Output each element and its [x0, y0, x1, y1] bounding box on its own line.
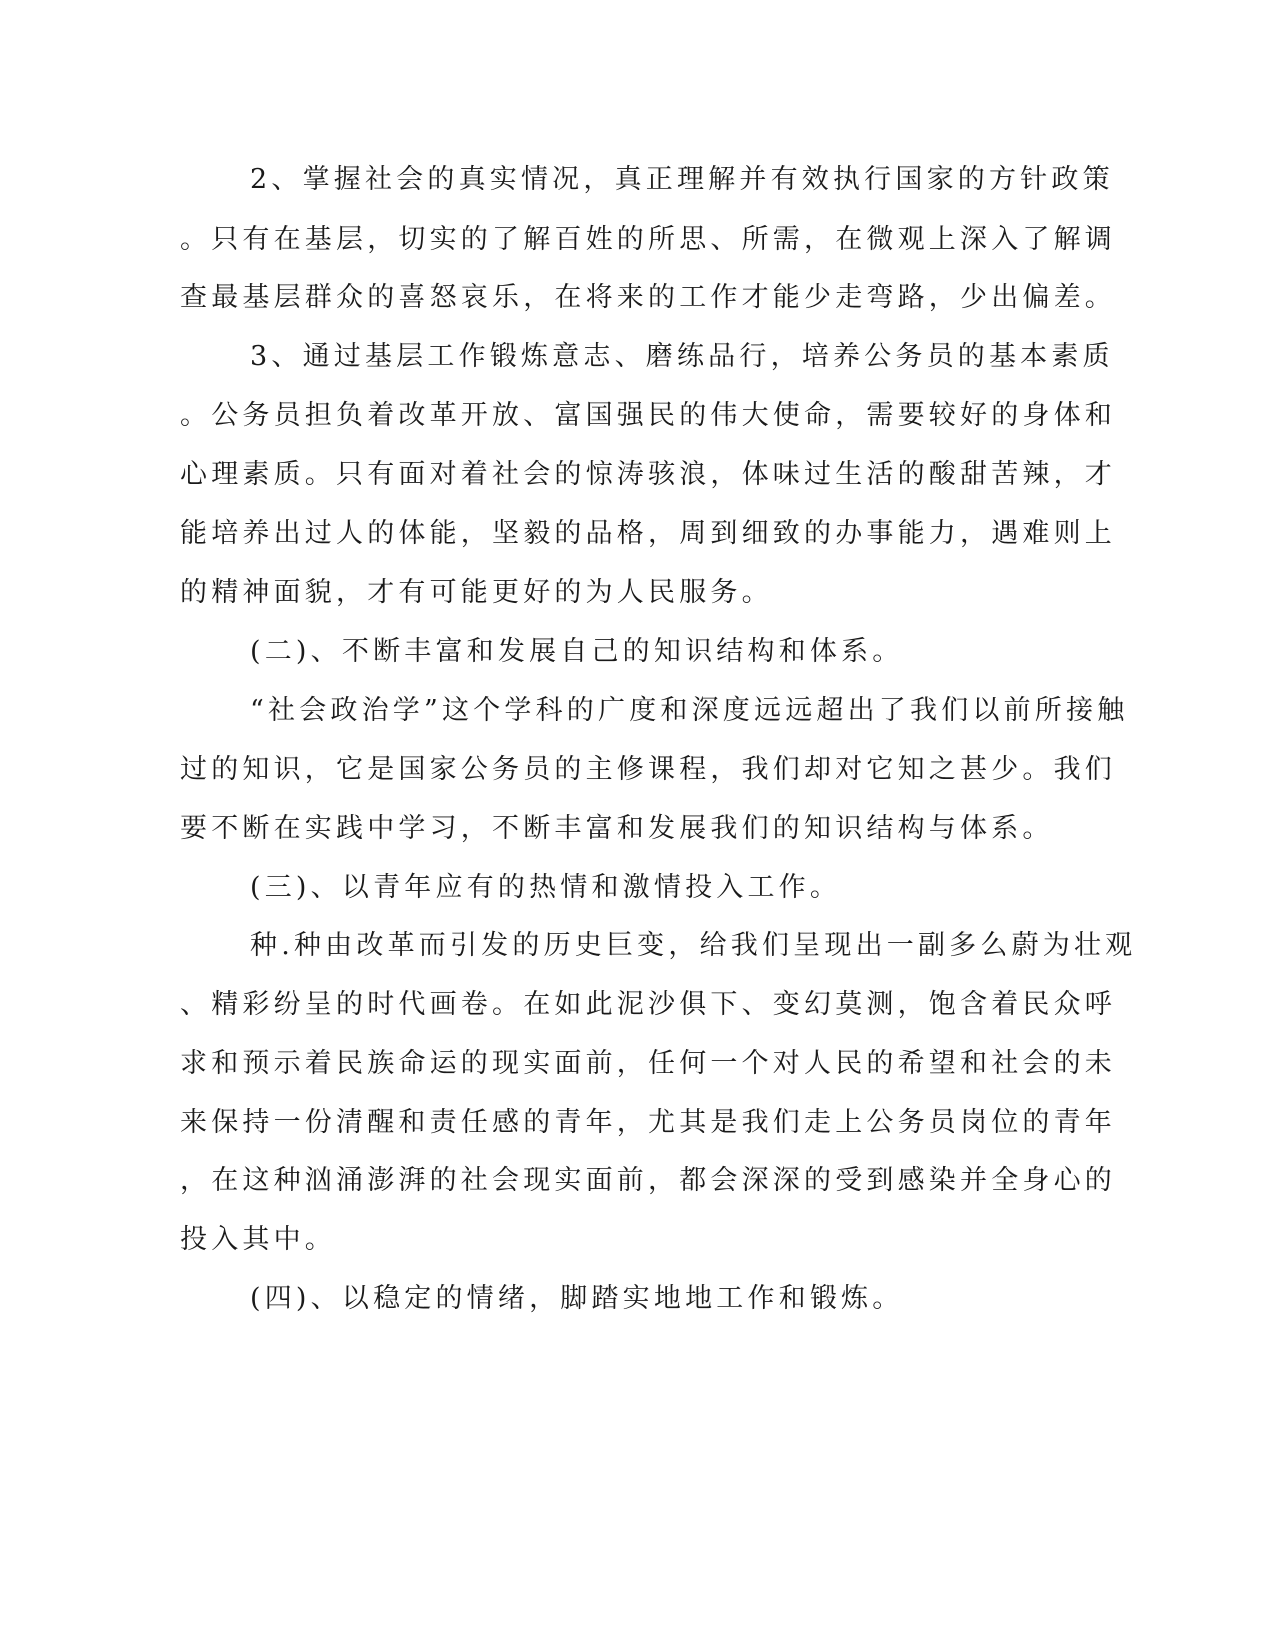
text-line: 、精彩纷呈的时代画卷。在如此泥沙俱下、变幻莫测，饱含着民众呼 [180, 989, 1116, 1020]
text-line: 过的知识，它是国家公务员的主修课程，我们却对它知之甚少。我们 [180, 754, 1116, 785]
text-line: 投入其中。 [180, 1224, 336, 1255]
section-heading: (二)、不断丰富和发展自己的知识结构和体系。 [250, 636, 904, 667]
text-line: 种.种由改革而引发的历史巨变，给我们呈现出一副多么蔚为壮观 [250, 930, 1137, 961]
text-line: 。公务员担负着改革开放、富国强民的伟大使命，需要较好的身体和 [180, 400, 1116, 431]
section-heading: (四)、以稳定的情绪，脚踏实地地工作和锻炼。 [250, 1283, 904, 1314]
text-line: 的精神面貌，才有可能更好的为人民服务。 [180, 577, 773, 608]
text-line: ，在这种汹涌澎湃的社会现实面前，都会深深的受到感染并全身心的 [180, 1165, 1116, 1196]
text-line: 心理素质。只有面对着社会的惊涛骇浪，体味过生活的酸甜苦辣，才 [180, 459, 1116, 490]
text-line: 2、掌握社会的真实情况，真正理解并有效执行国家的方针政策 [250, 164, 1114, 195]
text-line: 3、通过基层工作锻炼意志、磨练品行，培养公务员的基本素质 [250, 341, 1114, 372]
text-line: 。只有在基层，切实的了解百姓的所思、所需，在微观上深入了解调 [180, 224, 1116, 255]
text-line: “社会政治学”这个学科的广度和深度远远超出了我们以前所接触 [250, 695, 1129, 726]
text-line: 要不断在实践中学习，不断丰富和发展我们的知识结构与体系。 [180, 813, 1054, 844]
text-line: 来保持一份清醒和责任感的青年，尤其是我们走上公务员岗位的青年 [180, 1107, 1116, 1138]
text-line: 查最基层群众的喜怒哀乐，在将来的工作才能少走弯路，少出偏差。 [180, 282, 1116, 313]
text-line: 求和预示着民族命运的现实面前，任何一个对人民的希望和社会的未 [180, 1048, 1116, 1079]
section-heading: (三)、以青年应有的热情和激情投入工作。 [250, 872, 842, 903]
text-line: 能培养出过人的体能，坚毅的品格，周到细致的办事能力，遇难则上 [180, 518, 1116, 549]
